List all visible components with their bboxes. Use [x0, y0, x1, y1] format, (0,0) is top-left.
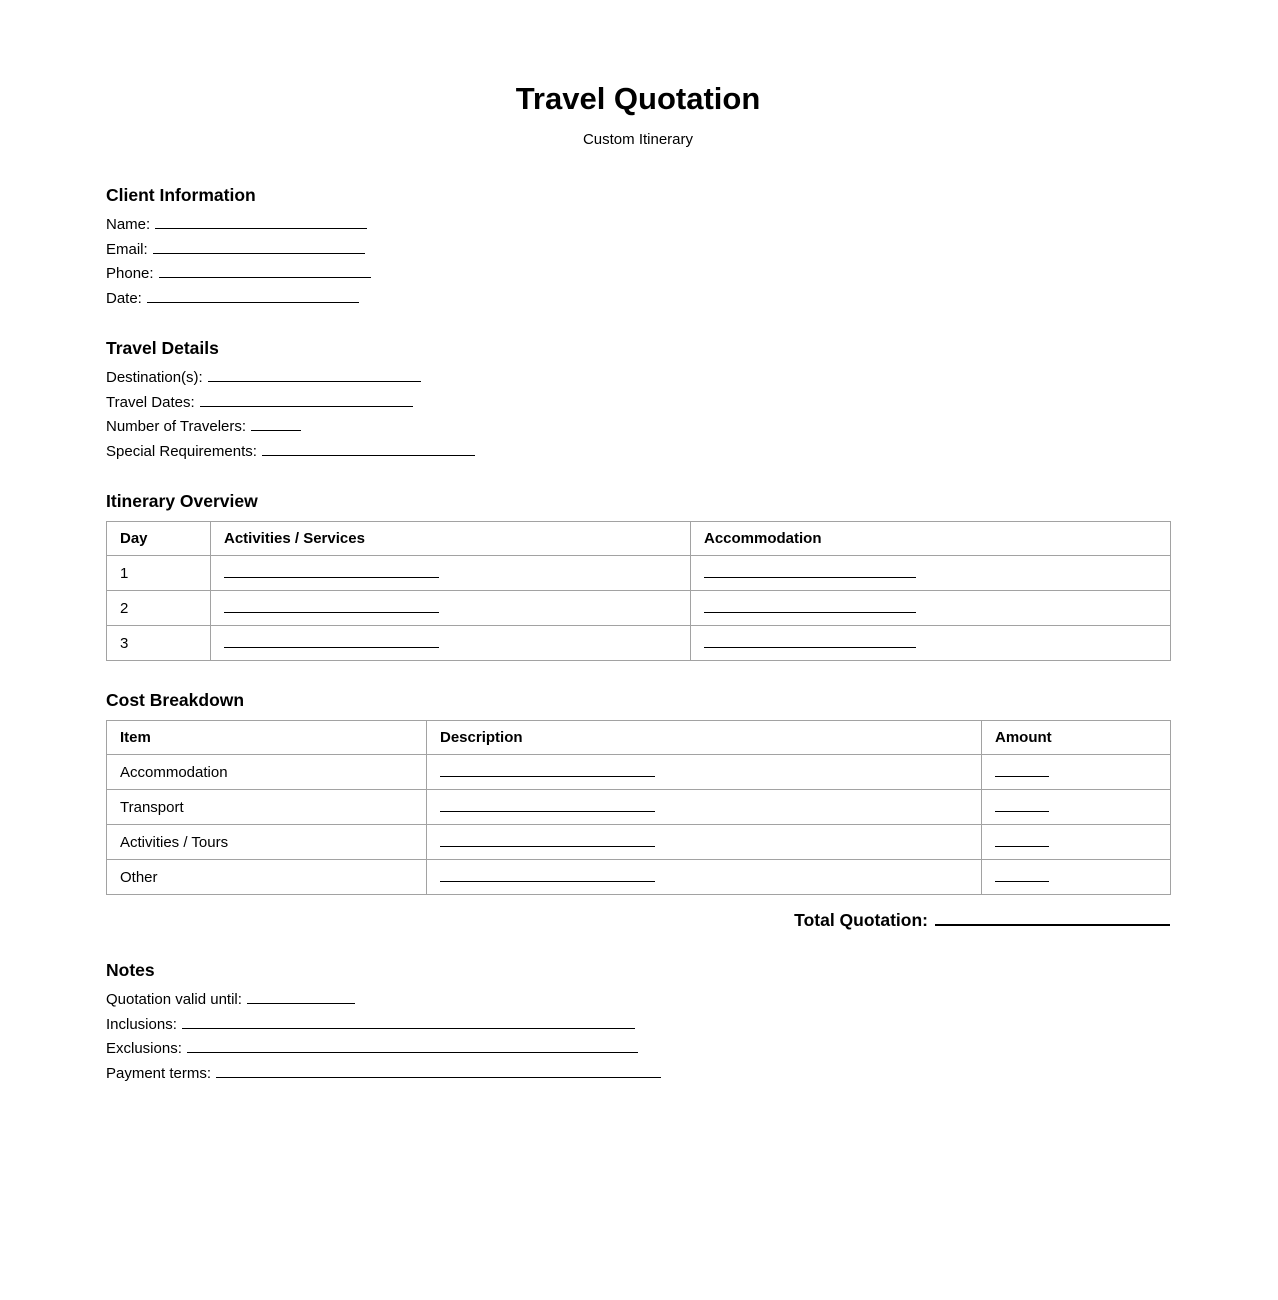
page-subtitle: Custom Itinerary — [582, 131, 694, 148]
item-cell-accommodation: Accommodation — [107, 755, 427, 790]
description-fill-line-accommodation[interactable] — [440, 764, 655, 777]
itinerary-row-day2 — [107, 591, 1171, 626]
payment-terms-label: Payment terms: — [106, 1064, 212, 1082]
column-header-activities: Activities / Services — [211, 522, 691, 556]
destinations-fill-line[interactable] — [208, 369, 421, 382]
field-row-travel-dates — [106, 391, 1170, 416]
field-row-inclusions — [106, 1013, 1170, 1038]
amount-fill-line-transport[interactable] — [995, 799, 1049, 812]
activities-fill-line-day3[interactable] — [224, 635, 439, 648]
special-requirements-label: Special Requirements: — [106, 442, 257, 460]
accommodation-fill-line-day3[interactable] — [704, 635, 916, 648]
amount-fill-line-accommodation[interactable] — [995, 764, 1049, 777]
date-fill-line[interactable] — [147, 290, 359, 303]
accommodation-fill-line-day2[interactable] — [704, 600, 916, 613]
field-row-special-requirements — [106, 440, 1170, 465]
valid-until-fill-line[interactable] — [247, 991, 355, 1004]
client-information-heading: Client Information — [106, 185, 256, 205]
travelers-count-fill-line[interactable] — [251, 418, 301, 431]
travelers-count-label: Number of Travelers: — [106, 418, 247, 435]
itinerary-header-row — [107, 522, 1171, 556]
cost-header-row — [107, 721, 1171, 755]
cost-row-other — [107, 860, 1171, 895]
cost-row-activities-tours — [107, 825, 1171, 860]
field-row-travelers-count — [106, 415, 1170, 440]
accommodation-fill-line-day1[interactable] — [704, 565, 916, 578]
name-fill-line[interactable] — [155, 216, 367, 229]
field-row-date — [106, 287, 1170, 312]
section-client-information — [106, 184, 1170, 311]
exclusions-label: Exclusions: — [106, 1040, 182, 1057]
cost-breakdown-heading: Cost Breakdown — [106, 690, 245, 710]
inclusions-label: Inclusions: — [106, 1015, 177, 1033]
cost-row-transport — [107, 790, 1171, 825]
page-title: Travel Quotation — [515, 81, 761, 116]
day2-cell: 2 — [107, 591, 211, 626]
phone-fill-line[interactable] — [159, 265, 371, 278]
item-cell-activities-tours: Activities / Tours — [107, 825, 427, 860]
name-label: Name: — [106, 216, 151, 233]
cost-breakdown-table — [106, 720, 1171, 895]
section-cost-breakdown — [106, 689, 1170, 931]
travel-dates-label: Travel Dates: — [106, 393, 195, 411]
activities-fill-line-day1[interactable] — [224, 565, 439, 578]
date-label: Date: — [106, 289, 142, 307]
description-fill-line-transport[interactable] — [440, 799, 655, 812]
column-header-amount: Amount — [982, 721, 1171, 755]
section-itinerary-overview — [106, 490, 1170, 661]
exclusions-fill-line[interactable] — [187, 1040, 638, 1053]
column-header-item: Item — [107, 721, 427, 755]
special-requirements-fill-line[interactable] — [262, 443, 475, 456]
email-label: Email: — [106, 240, 148, 258]
inclusions-fill-line[interactable] — [182, 1016, 635, 1029]
field-row-payment-terms — [106, 1062, 1170, 1087]
itinerary-overview-heading: Itinerary Overview — [106, 491, 258, 511]
field-row-destinations — [106, 366, 1170, 391]
field-row-valid-until — [106, 988, 1170, 1013]
total-quotation-label: Total Quotation: — [794, 910, 928, 930]
description-fill-line-activities-tours[interactable] — [440, 834, 655, 847]
email-fill-line[interactable] — [153, 241, 365, 254]
travel-dates-fill-line[interactable] — [200, 394, 413, 407]
item-cell-transport: Transport — [107, 790, 427, 825]
amount-fill-line-activities-tours[interactable] — [995, 834, 1049, 847]
payment-terms-fill-line[interactable] — [216, 1065, 661, 1078]
column-header-description: Description — [427, 721, 982, 755]
day1-cell: 1 — [107, 556, 211, 591]
itinerary-table — [106, 521, 1171, 661]
day3-cell: 3 — [107, 626, 211, 661]
activities-fill-line-day2[interactable] — [224, 600, 439, 613]
total-quotation-row — [106, 909, 1170, 931]
item-cell-other: Other — [107, 860, 427, 895]
field-row-phone — [106, 262, 1170, 287]
section-travel-details — [106, 337, 1170, 464]
field-row-email — [106, 238, 1170, 263]
travel-details-heading: Travel Details — [106, 338, 219, 358]
notes-heading: Notes — [106, 960, 155, 980]
description-fill-line-other[interactable] — [440, 869, 655, 882]
itinerary-row-day3 — [107, 626, 1171, 661]
cost-row-accommodation — [107, 755, 1171, 790]
valid-until-label: Quotation valid until: — [106, 991, 242, 1008]
amount-fill-line-other[interactable] — [995, 869, 1049, 882]
section-notes — [106, 959, 1170, 1086]
total-quotation-fill-line[interactable] — [935, 911, 1170, 926]
destinations-label: Destination(s): — [106, 369, 203, 386]
column-header-accommodation: Accommodation — [691, 522, 1171, 556]
field-row-name — [106, 213, 1170, 238]
column-header-day: Day — [107, 522, 211, 556]
phone-label: Phone: — [106, 265, 154, 282]
field-row-exclusions — [106, 1037, 1170, 1062]
itinerary-row-day1 — [107, 556, 1171, 591]
